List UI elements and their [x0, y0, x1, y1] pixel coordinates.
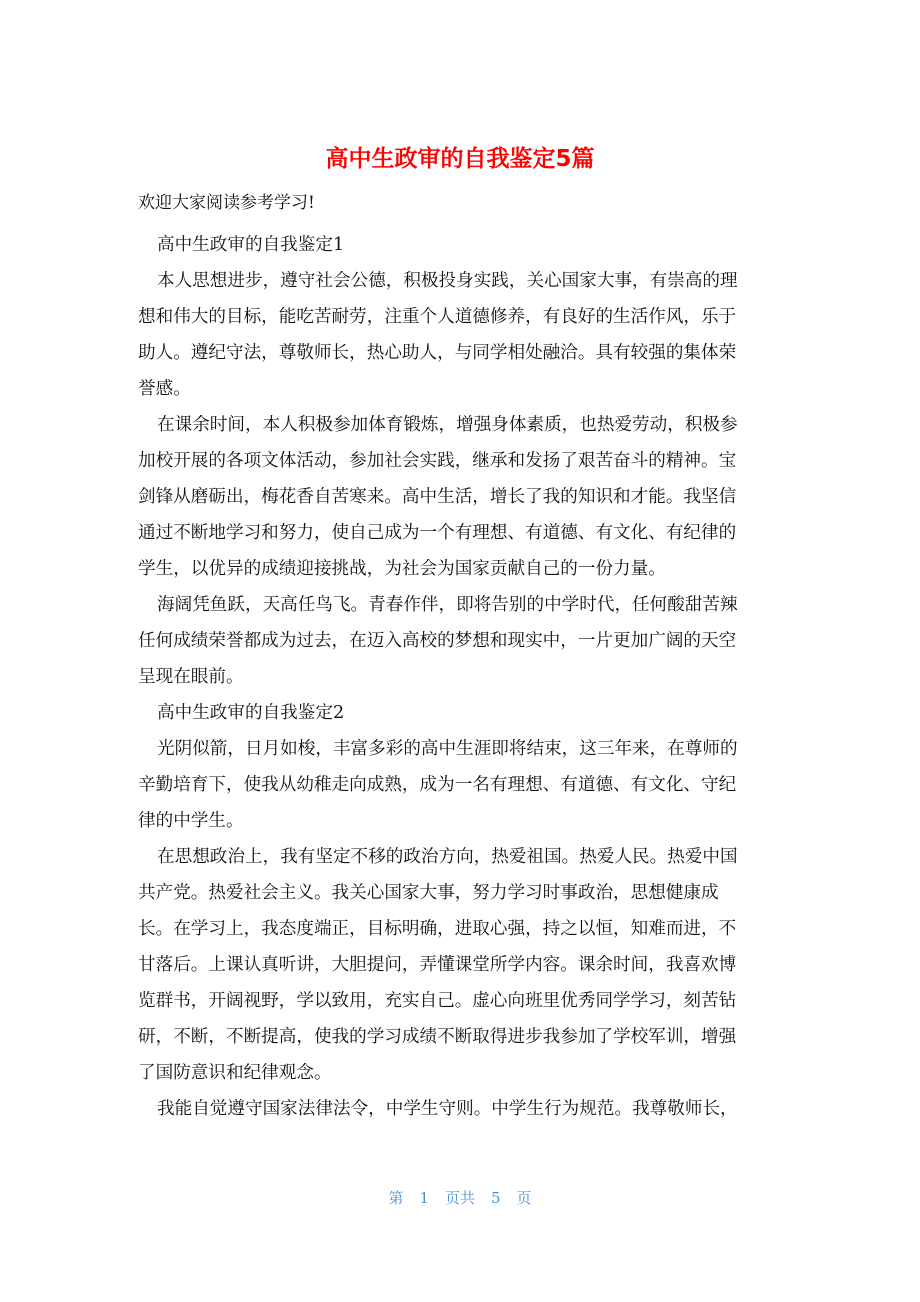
footer-label: 页	[516, 1189, 532, 1207]
text-line: 助人。遵纪守法，尊敬师长，热心助人，与同学相处融洽。具有较强的集体荣	[138, 343, 737, 363]
page-footer	[0, 1187, 920, 1208]
text-line: 呈现在眼前。	[138, 667, 244, 687]
paragraph	[138, 263, 788, 407]
text-line: 海阔凭鱼跃，天高任鸟飞。青春作伴，即将告别的中学时代，任何酸甜苦辣	[157, 595, 738, 615]
text-line: 长。在学习上，我态度端正，目标明确，进取心强，持之以恒，知难而进，不	[138, 919, 737, 939]
paragraph	[138, 407, 788, 587]
current-page: 1	[419, 1189, 429, 1207]
text-line: 剑锋从磨砺出，梅花香自苦寒来。高中生活，增长了我的知识和才能。我坚信	[138, 487, 737, 507]
text-line: 在课余时间，本人积极参加体育锻炼，增强身体素质，也热爱劳动，积极参	[157, 415, 738, 435]
paragraph	[138, 1091, 788, 1127]
text-line: 高中生政审的自我鉴定1	[157, 235, 345, 255]
text-line: 想和伟大的目标，能吃苦耐劳，注重个人道德修养，有良好的生活作风，乐于	[138, 307, 737, 327]
paragraph	[138, 731, 788, 839]
text-line: 我能自觉遵守国家法律法令，中学生守则。中学生行为规范。我尊敬师长，	[157, 1099, 738, 1119]
text-line: 本人思想进步，遵守社会公德，积极投身实践，关心国家大事，有崇高的理	[157, 271, 738, 291]
total-pages: 5	[491, 1189, 501, 1207]
text-line: 在思想政治上，我有坚定不移的政治方向，热爱祖国。热爱人民。热爱中国	[157, 847, 738, 867]
welcome-text: 欢迎大家阅读参考学习!	[138, 193, 315, 213]
text-line: 研，不断，不断提高，使我的学习成绩不断取得进步我参加了学校军训，增强	[138, 1027, 737, 1047]
section-heading	[138, 695, 788, 731]
footer-label: 页共	[444, 1189, 475, 1207]
document-body	[138, 227, 788, 1127]
text-line: 誉感。	[138, 379, 191, 399]
text-line: 光阴似箭，日月如梭，丰富多彩的高中生涯即将结束，这三年来，在尊师的	[157, 739, 738, 759]
section-heading	[138, 227, 788, 263]
text-line: 览群书，开阔视野，学以致用，充实自己。虚心向班里优秀同学学习，刻苦钻	[138, 991, 737, 1011]
text-line: 学生，以优异的成绩迎接挑战，为社会为国家贡献自己的一份力量。	[138, 559, 666, 579]
text-line: 甘落后。上课认真听讲，大胆提问，弄懂课堂所学内容。课余时间，我喜欢博	[138, 955, 737, 975]
paragraph	[138, 839, 788, 1091]
text-line: 律的中学生。	[138, 811, 244, 831]
text-line: 高中生政审的自我鉴定2	[157, 703, 345, 723]
footer-label: 第	[388, 1189, 404, 1207]
text-line: 辛勤培育下，使我从幼稚走向成熟，成为一名有理想、有道德、有文化、守纪	[138, 775, 737, 795]
text-line: 加校开展的各项文体活动，参加社会实践，继承和发扬了艰苦奋斗的精神。宝	[138, 451, 737, 471]
paragraph	[138, 587, 788, 695]
text-line: 通过不断地学习和努力，使自己成为一个有理想、有道德、有文化、有纪律的	[138, 523, 737, 543]
text-line: 任何成绩荣誉都成为过去，在迈入高校的梦想和现实中，一片更加广阔的天空	[138, 631, 737, 651]
document-title: 高中生政审的自我鉴定5篇	[325, 146, 595, 172]
text-line: 共产党。热爱社会主义。我关心国家大事，努力学习时事政治，思想健康成	[138, 883, 719, 903]
text-line: 了国防意识和纪律观念。	[138, 1063, 332, 1083]
